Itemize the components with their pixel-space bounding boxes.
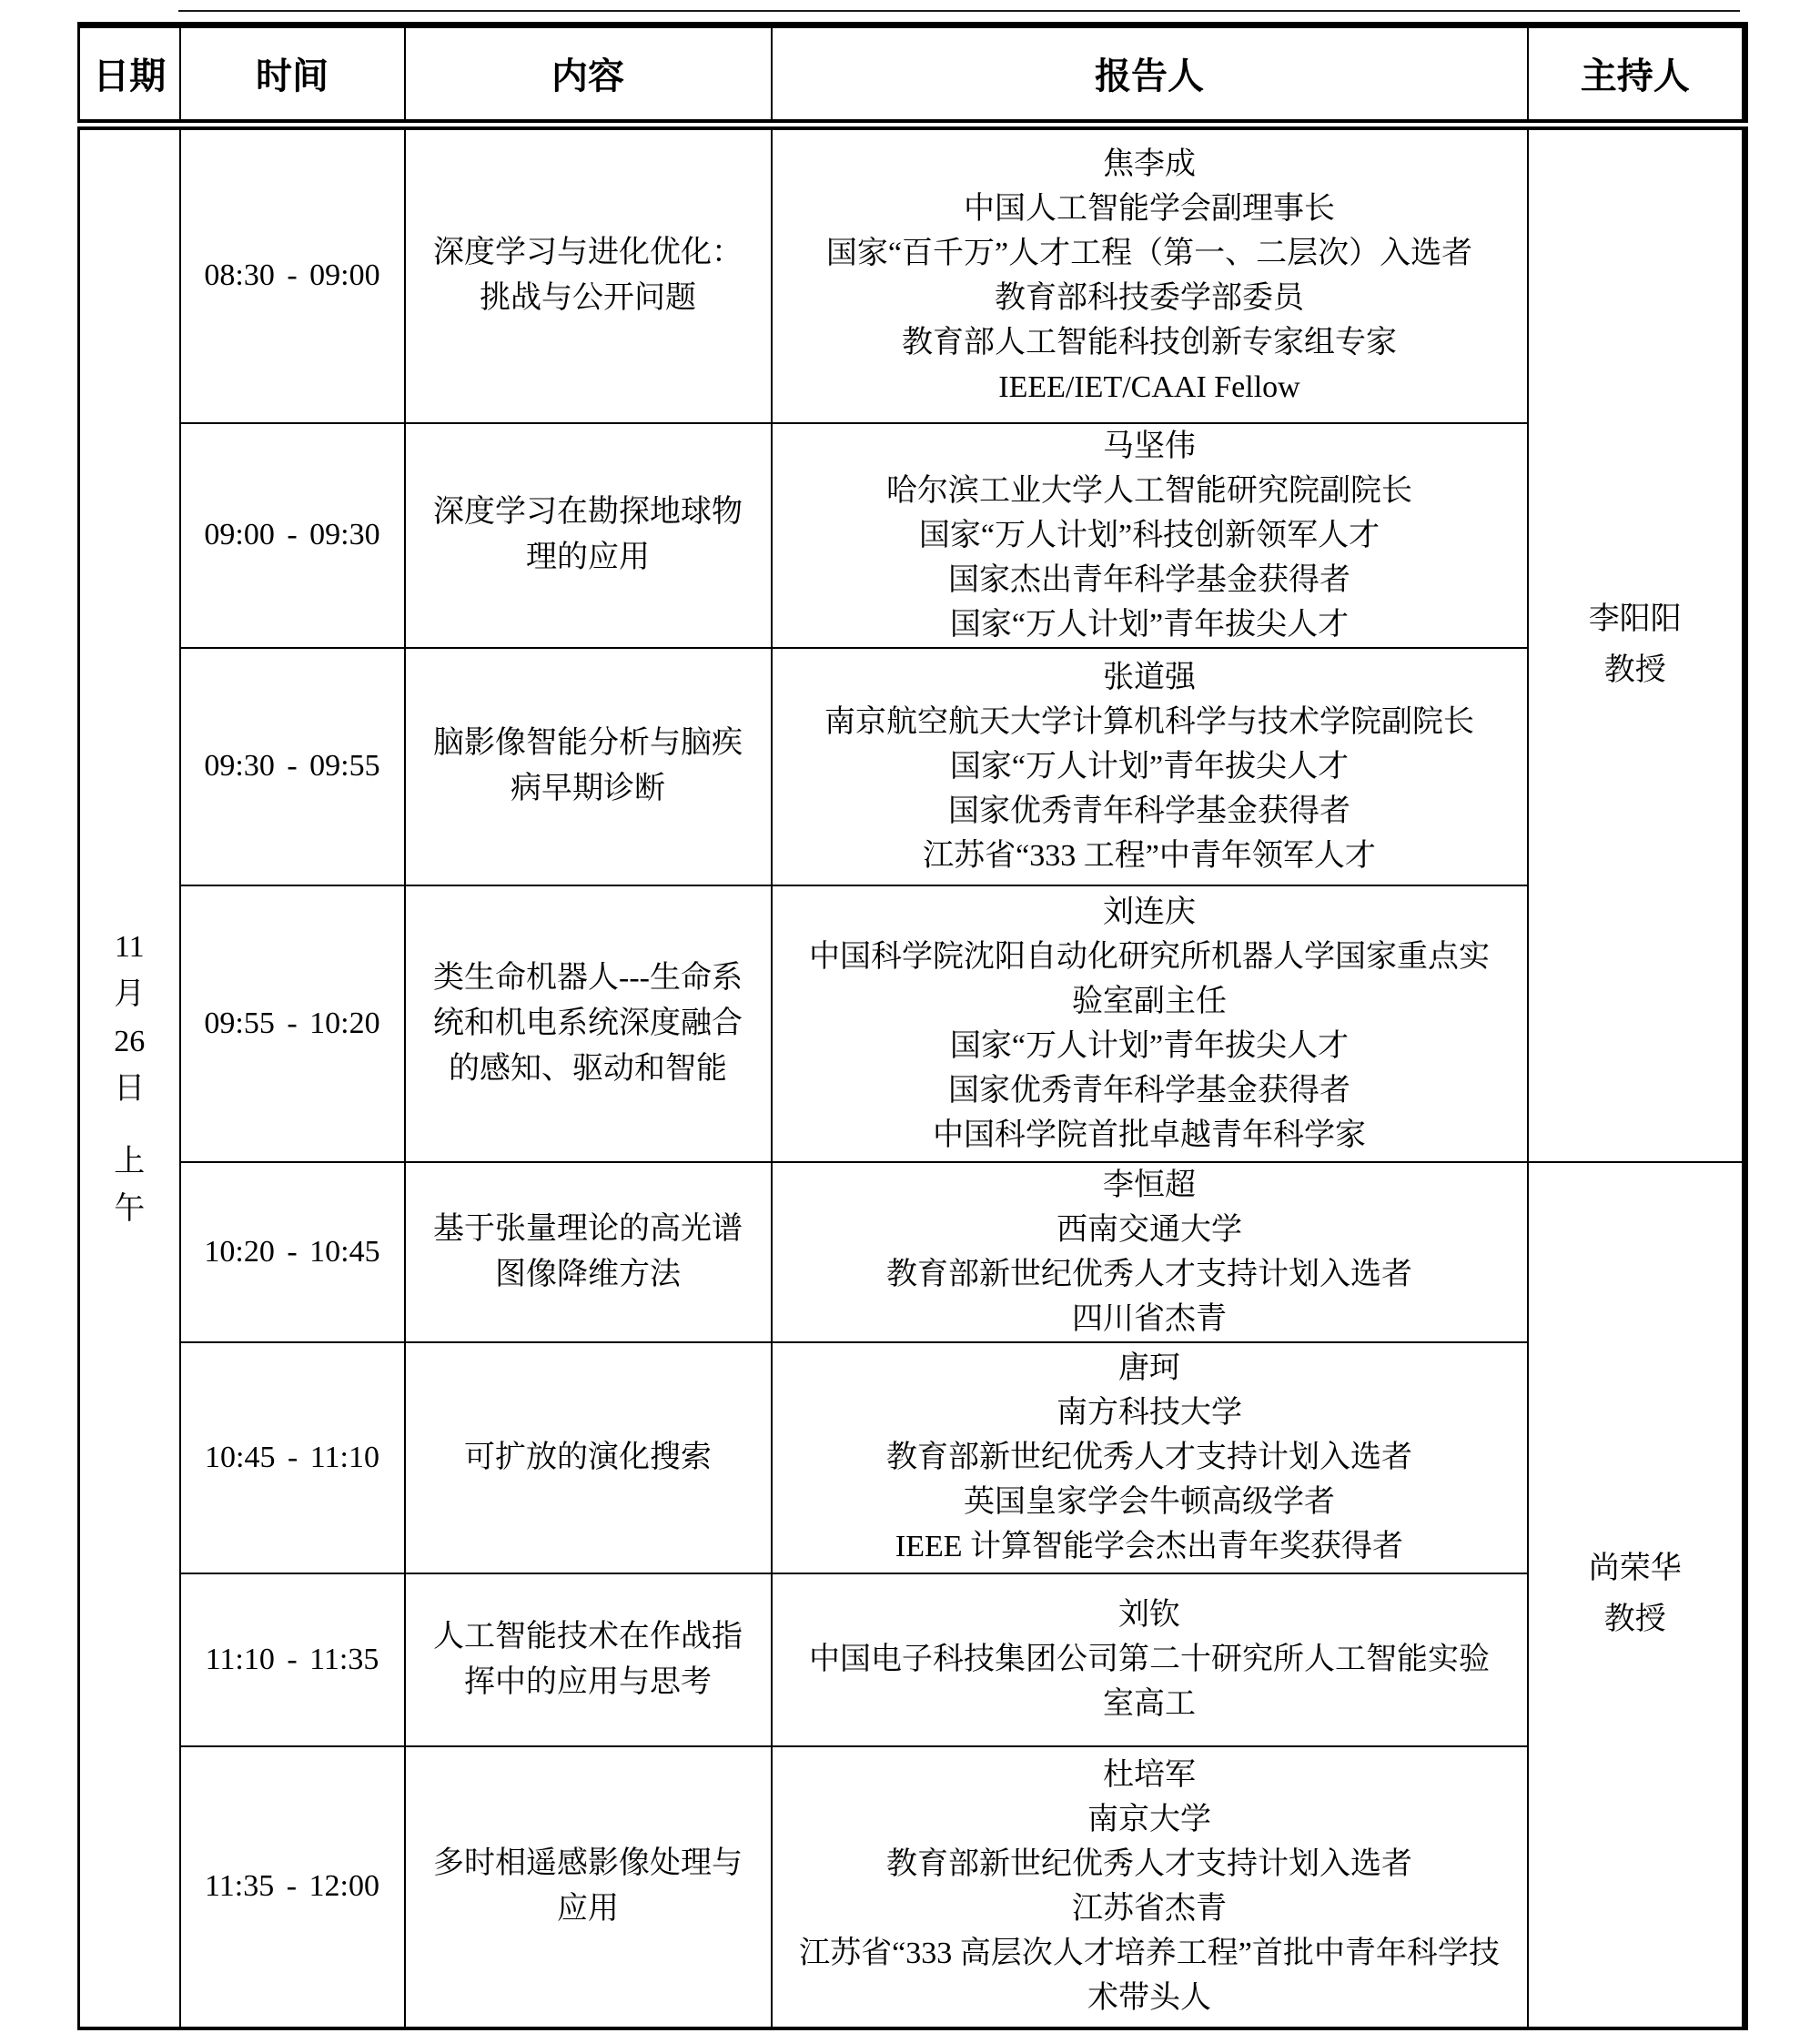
time-cell: 09:30 - 09:55 xyxy=(180,648,405,885)
text-line: 张道强 xyxy=(1103,660,1196,694)
text-line: 教育部科技委学部委员 xyxy=(995,281,1304,315)
time-cell: 10:20 - 10:45 xyxy=(180,1162,405,1342)
speaker-cell xyxy=(772,1573,1528,1746)
time-cell: 09:55 - 10:20 xyxy=(180,885,405,1162)
content-cell: 多时相遥感影像处理与应用 xyxy=(405,1746,772,2032)
session-row xyxy=(79,1573,1745,1746)
col-header-date: 日期 xyxy=(79,25,180,125)
session-row xyxy=(79,1746,1745,2032)
time-cell: 09:00 - 09:30 xyxy=(180,423,405,648)
time-cell: 11:35 - 12:00 xyxy=(180,1746,405,2032)
text-line: 南方科技大学 xyxy=(1057,1396,1242,1430)
text-line: 四川省杰青 xyxy=(1072,1301,1227,1336)
host-name: 李阳阳 xyxy=(1588,602,1682,636)
text-line: 日 xyxy=(114,1071,146,1106)
host-name: 尚荣华 xyxy=(1588,1552,1682,1585)
text-line: 中国电子科技集团公司第二十研究所人工智能实验室高工 xyxy=(809,1643,1490,1721)
content-cell: 脑影像智能分析与脑疾病早期诊断 xyxy=(405,648,772,885)
content-cell: 深度学习在勘探地球物理的应用 xyxy=(405,423,772,648)
text-line: 国家优秀青年科学基金获得者 xyxy=(948,1073,1350,1108)
speaker-cell xyxy=(772,648,1528,885)
text-line: 国家优秀青年科学基金获得者 xyxy=(948,794,1350,828)
speaker-cell xyxy=(772,1746,1528,2032)
col-header-host: 主持人 xyxy=(1528,25,1745,125)
time-cell: 10:45 - 11:10 xyxy=(180,1342,405,1573)
text-line: 11 xyxy=(114,929,145,964)
text-line: 江苏省“333 工程”中青年领军人才 xyxy=(923,838,1376,873)
speaker-cell xyxy=(772,885,1528,1162)
text-line: 国家杰出青年科学基金获得者 xyxy=(948,562,1350,597)
content-cell: 深度学习与进化优化：挑战与公开问题 xyxy=(405,125,772,423)
session-row xyxy=(79,885,1745,1162)
date-session xyxy=(80,1138,179,1233)
text-line: 焦李成 xyxy=(1103,147,1196,181)
speaker-cell xyxy=(772,423,1528,648)
content-cell: 基于张量理论的高光谱图像降维方法 xyxy=(405,1162,772,1342)
text-line: 国家“万人计划”青年拔尖人才 xyxy=(949,1028,1350,1063)
text-line: 中国科学院沈阳自动化研究所机器人学国家重点实验室副主任 xyxy=(809,939,1490,1018)
text-line: IEEE/IET/CAAI Fellow xyxy=(998,370,1300,404)
text-line: 刘钦 xyxy=(1118,1598,1180,1632)
session-row xyxy=(79,648,1745,885)
speaker-cell xyxy=(772,1342,1528,1573)
date-gap xyxy=(80,1113,179,1138)
text-line: 国家“万人计划”青年拔尖人才 xyxy=(949,607,1350,642)
previous-row-border-sliver xyxy=(178,10,1740,12)
text-line: 英国皇家学会牛顿高级学者 xyxy=(964,1485,1335,1519)
text-line: 杜培军 xyxy=(1103,1758,1196,1792)
text-line: 南京航空航天大学计算机科学与技术学院副院长 xyxy=(824,704,1474,739)
content-cell: 人工智能技术在作战指挥中的应用与思考 xyxy=(405,1573,772,1746)
text-line: 国家“万人计划”青年拔尖人才 xyxy=(949,749,1350,784)
session-row xyxy=(79,1162,1745,1342)
text-line: 哈尔滨工业大学人工智能研究院副院长 xyxy=(886,473,1412,508)
text-line: 马坚伟 xyxy=(1103,429,1196,463)
header-row xyxy=(79,25,1745,125)
text-line: IEEE 计算智能学会杰出青年奖获得者 xyxy=(895,1530,1404,1563)
text-line: 江苏省杰青 xyxy=(1072,1892,1227,1926)
text-line: 刘连庆 xyxy=(1103,895,1196,929)
text-line: 上 xyxy=(114,1144,146,1178)
text-line: 教育部新世纪优秀人才支持计划入选者 xyxy=(886,1441,1412,1474)
text-line: 南京大学 xyxy=(1087,1803,1211,1836)
text-line: 午 xyxy=(114,1191,146,1226)
text-line: 26 xyxy=(114,1024,146,1058)
date-cell xyxy=(79,125,180,2032)
text-line: 教育部人工智能科技创新专家组专家 xyxy=(902,326,1397,359)
text-line: 教育部新世纪优秀人才支持计划入选者 xyxy=(886,1847,1412,1881)
session-row xyxy=(79,1342,1745,1573)
host-title: 教授 xyxy=(1603,1603,1666,1636)
text-line: 唐珂 xyxy=(1118,1351,1180,1385)
session-row xyxy=(79,423,1745,648)
time-cell: 08:30 - 09:00 xyxy=(180,125,405,423)
session-row xyxy=(79,125,1745,423)
text-line: 月 xyxy=(114,976,146,1011)
text-line: 江苏省“333 高层次人才培养工程”首批中青年科学技术带头人 xyxy=(799,1937,1500,2015)
schedule-table xyxy=(77,22,1748,2033)
date-month-day xyxy=(80,924,179,1113)
host-title: 教授 xyxy=(1603,653,1666,687)
col-header-content: 内容 xyxy=(405,25,772,125)
text-line: 国家“百千万”人才工程（第一、二层次）入选者 xyxy=(825,237,1473,270)
speaker-cell xyxy=(772,125,1528,423)
host-cell-morning-1 xyxy=(1528,125,1745,1162)
speaker-cell xyxy=(772,1162,1528,1342)
text-line: 教育部新世纪优秀人才支持计划入选者 xyxy=(886,1257,1412,1291)
host-cell-morning-2 xyxy=(1528,1162,1745,2032)
time-cell: 11:10 - 11:35 xyxy=(180,1573,405,1746)
text-line: 西南交通大学 xyxy=(1057,1212,1242,1247)
content-cell: 可扩放的演化搜索 xyxy=(405,1342,772,1573)
text-line: 李恒超 xyxy=(1103,1168,1196,1202)
text-line: 中国人工智能学会副理事长 xyxy=(964,192,1335,226)
col-header-speaker: 报告人 xyxy=(772,25,1528,125)
text-line: 中国科学院首批卓越青年科学家 xyxy=(933,1118,1366,1152)
col-header-time: 时间 xyxy=(180,25,405,125)
content-cell: 类生命机器人---生命系统和机电系统深度融合的感知、驱动和智能 xyxy=(405,885,772,1162)
text-line: 国家“万人计划”科技创新领军人才 xyxy=(918,518,1380,552)
